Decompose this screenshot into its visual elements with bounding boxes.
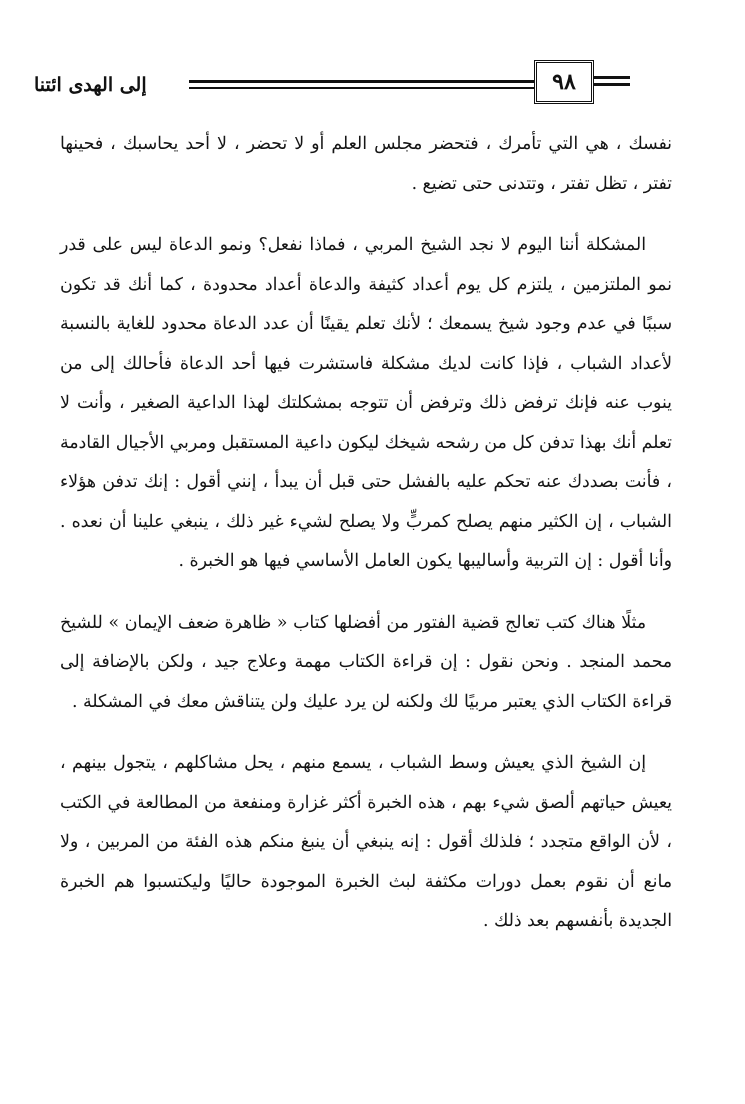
paragraph-2: المشكلة أننا اليوم لا نجد الشيخ المربي ، فماذا نفعل؟ ونمو الدعاة ليس على قدر نمو الملتزمين ، يلتزم كل يوم أعداد كثيفة والدعاة أعداد محدودة ، كما أنك قد تكون سببًا في عدم وجود شيخ يسمعك ؛ لأنك تعلم يقينًا أن عدد الدعاة محدود للغاية بالنسبة لأعداد الشباب ، فإذا كانت لديك مشكلة فاستشرت فيها أحد الدعاة فأحالك إلى من ينوب عنه فإنك ترفض ذلك وترفض أن تتوجه بمشكلتك لهذا الداعية الصغير ، وأنت لا تعلم أنك بهذا تدفن كل من رشحه شيخك ليكون داعية المستقبل ومربي الأجيال القادمة ، فأنت بصددك عنه تحكم عليه بالفشل حتى قبل أن يبدأ ، إنني أقول : إنك تدفن هؤلاء الشباب ، إن الكثير منهم يصلح كمربٍّ ولا يصلح لشيء غير ذلك ، ينبغي علينا أن نعده . وأنا أقول : إن التربية وأساليبها يكون العامل الأساسي فيها هو الخبرة . xyxy=(60,235,672,571)
header-rule-right-2 xyxy=(594,83,630,86)
paragraph-4: إن الشيخ الذي يعيش وسط الشباب ، يسمع منهم ، يحل مشاكلهم ، يتجول بينهم ، يعيش حياتهم ألصق شيء بهم ، هذه الخبرة أكثر غزارة ومنفعة من المطالعة في الكتب ، لأن الواقع متجدد ؛ فلذلك أقول : إنه ينبغي أن ينبغ منكم هذه الفئة من المربين ، ولا مانع أن نقوم بعمل دورات مكثفة لبث الخبرة الموجودة حاليًا وليكتسبوا هم الخبرة الجديدة بأنفسهم بعد ذلك . xyxy=(60,753,672,931)
running-head: إلى الهدى ائتنا xyxy=(34,74,147,96)
page-number: ٩٨ xyxy=(552,69,576,95)
page-number-box xyxy=(534,60,594,104)
page-header xyxy=(34,60,630,108)
body-text xyxy=(60,125,672,942)
paragraph-1: نفسك ، هي التي تأمرك ، فتحضر مجلس العلم أو لا تحضر ، لا أحد يحاسبك ، فحينها تفتر ، تظل تفتر ، وتتدنى حتى تضيع . xyxy=(60,134,672,194)
header-rule-left xyxy=(189,80,534,83)
header-rule-left-thin xyxy=(189,87,534,89)
paragraph-3: مثلًا هناك كتب تعالج قضية الفتور من أفضلها كتاب « ظاهرة ضعف الإيمان » للشيخ محمد المنجد . ونحن نقول : إن قراءة الكتاب مهمة وعلاج جيد ، ولكن بالإضافة إلى قراءة الكتاب الذي يعتبر مربيًا لك ولكنه لن يرد عليك ولن يتناقش معك في المشكلة . xyxy=(60,612,672,712)
header-rule-right xyxy=(594,76,630,79)
